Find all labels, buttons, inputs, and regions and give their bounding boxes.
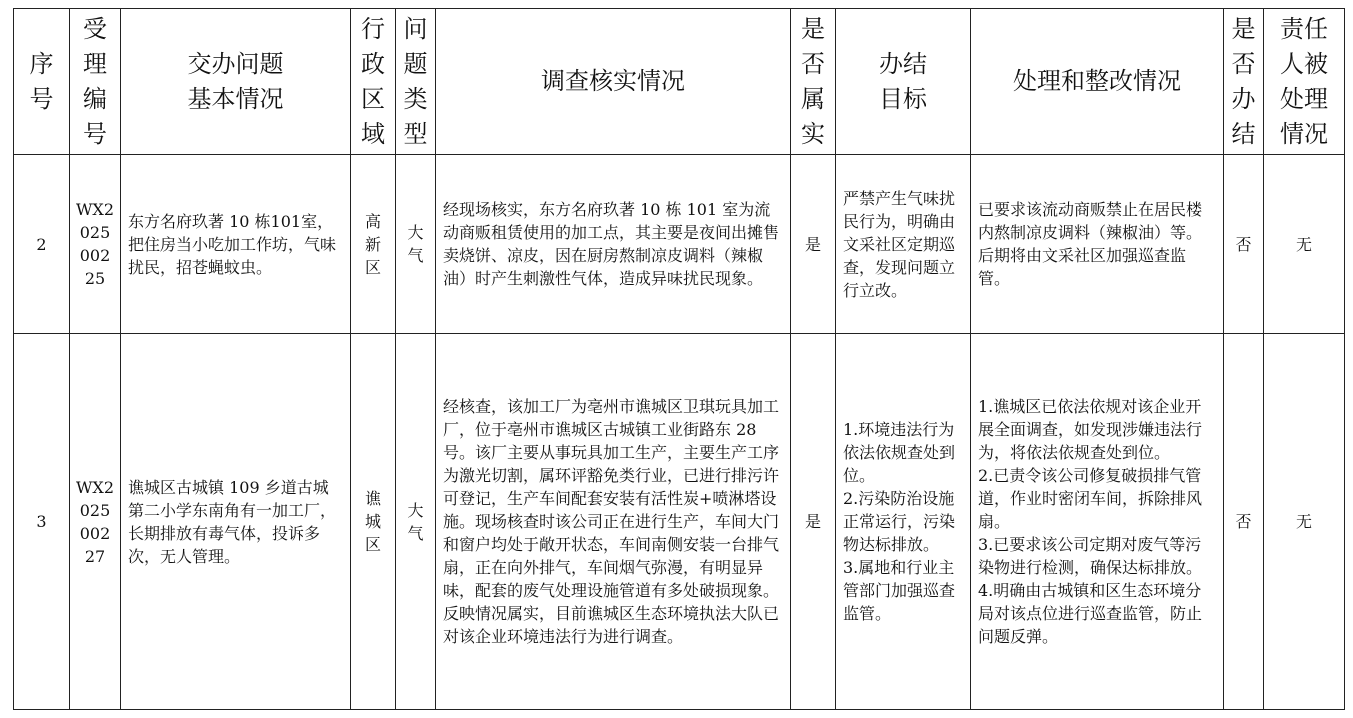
goal-item: 3.属地和行业主管部门加强巡查监管。 [843,558,956,623]
goal-item: 1.环境违法行为依法依规查处到位。 [843,420,956,485]
cell-closed: 否 [1224,155,1264,334]
cell-case-no: WX202500227 [70,334,121,710]
cell-type: 大气 [396,155,436,334]
header-handling: 处理和整改情况 [971,9,1224,155]
cell-investigation: 经现场核实，东方名府玖著 10 栋 101 室为流动商贩租赁使用的加工点，其主要是夜间出摊售卖烧饼、凉皮，因在厨房熬制凉皮调料（辣椒油）时产生刺激性气体，造成异味扰民现象。 [436,155,791,334]
header-goal: 办结目标 [836,9,971,155]
cell-district: 高新区 [351,155,396,334]
goal-item: 2.污染防治设施正常运行，污染物达标排放。 [843,489,956,554]
cell-issue: 东方名府玖著 10 栋101室，把住房当小吃加工作坊，气味扰民，招苍蝇蚊虫。 [121,155,351,334]
header-row [14,9,1345,155]
handling-item: 2.已责令该公司修复破损排气管道，作业时密闭车间，拆除排风扇。 [978,466,1203,531]
table-row [14,155,1345,334]
handling-item: 4.明确由古城镇和区生态环境分局对该点位进行巡查监管，防止问题反弹。 [978,581,1203,646]
header-seq: 序号 [14,9,70,155]
header-verified: 是否属实 [791,9,836,155]
cell-goal [836,334,971,710]
cell-goal: 严禁产生气味扰民行为，明确由文采社区定期巡查，发现问题立行立改。 [836,155,971,334]
header-district: 行政区域 [351,9,396,155]
cell-handling: 已要求该流动商贩禁止在居民楼内熬制凉皮调料（辣椒油）等。后期将由文采社区加强巡查监管。 [971,155,1224,334]
cell-verified: 是 [791,155,836,334]
case-table [13,8,1345,710]
cell-accountability: 无 [1264,334,1345,710]
cell-district: 谯城区 [351,334,396,710]
header-accountability: 责任人被处理情况 [1264,9,1345,155]
header-investigation: 调查核实情况 [436,9,791,155]
table-row [14,334,1345,710]
cell-accountability: 无 [1264,155,1345,334]
cell-seq: 3 [14,334,70,710]
handling-item: 3.已要求该公司定期对废气等污染物进行检测，确保达标排放。 [978,535,1203,577]
handling-item: 1.谯城区已依法依规对该企业开展全面调查，如发现涉嫌违法行为，将依法依规查处到位。 [978,397,1203,462]
header-issue: 交办问题基本情况 [121,9,351,155]
cell-investigation: 经核查，该加工厂为亳州市谯城区卫琪玩具加工厂，位于亳州市谯城区古城镇工业街路东 28 号。该厂主要从事玩具加工生产，主要生产工序为激光切割，属环评豁免类行业，已进行排污许可登记，生产车间配套安装有活性炭+喷淋塔设施。现场核查时该公司正在进行生产，车间大门和窗户均处于敞开状态，车间南侧安装一台排气扇，正在向外排气，车间烟气弥漫，有明显异味，配套的废气处理设施管道有多处破损现象。反映情况属实，目前谯城区生态环境执法大队已对该企业环境违法行为进行调查。 [436,334,791,710]
cell-case-no: WX202500225 [70,155,121,334]
header-case-no: 受理编号 [70,9,121,155]
cell-issue: 谯城区古城镇 109 乡道古城第二小学东南角有一加工厂，长期排放有毒气体，投诉多次，无人管理。 [121,334,351,710]
cell-type: 大气 [396,334,436,710]
cell-verified: 是 [791,334,836,710]
cell-closed: 否 [1224,334,1264,710]
cell-seq: 2 [14,155,70,334]
cell-handling [971,334,1224,710]
header-closed: 是否办结 [1224,9,1264,155]
header-type: 问题类型 [396,9,436,155]
